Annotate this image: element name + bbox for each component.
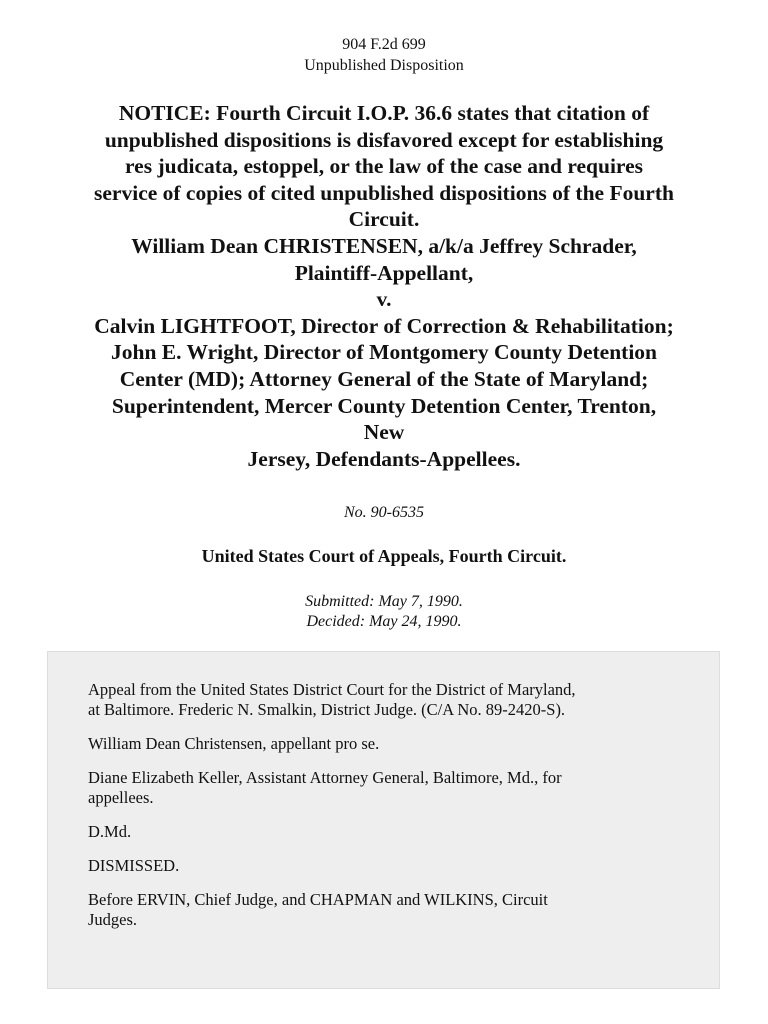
appeal-line: at Baltimore. Frederic N. Smalkin, District Judge. (C/A No. 89-2420-S). [88,700,566,719]
disposition-line: DISMISSED. [88,856,180,875]
case-details-panel [47,651,720,989]
caption-line: Calvin LIGHTFOOT, Director of Correction & Rehabilitation; [94,313,674,338]
case-details-text [88,680,688,944]
origin-line: D.Md. [88,822,132,841]
caption-line: NOTICE: Fourth Circuit I.O.P. 36.6 states that citation of [118,101,650,125]
appellee-counsel-line: Diane Elizabeth Keller, Assistant Attorney General, Baltimore, Md., for [88,768,562,787]
appellee-counsel-paragraph [88,768,688,808]
submitted-date: Submitted: May 7, 1990. [305,593,463,610]
citation-header [0,34,768,76]
caption-line: John E. Wright, Director of Montgomery County Detention [110,340,658,365]
caption-line: v. [376,287,392,312]
caption-line: Circuit. [348,207,420,232]
appellant-counsel-paragraph [88,734,688,754]
caption-line: Center (MD); Attorney General of the State of Maryland; [119,366,649,391]
appeal-line: Appeal from the United States District Court for the District of Maryland, [88,680,576,699]
caption-line: res judicata, estoppel, or the law of the case and requires [125,154,643,179]
appellant-counsel-line: William Dean Christensen, appellant pro se. [88,734,380,753]
disposition-type: Unpublished Disposition [304,57,464,74]
court-name: United States Court of Appeals, Fourth Circuit. [201,546,567,566]
caption-line: Superintendent, Mercer County Detention Center, Trenton, [111,393,657,418]
appeal-paragraph [88,680,688,720]
reporter-citation: 904 F.2d 699 [342,36,426,53]
appellee-counsel-line: appellees. [88,788,154,807]
origin-paragraph [88,822,688,842]
case-caption [40,100,728,472]
decided-date: Decided: May 24, 1990. [306,613,462,630]
bench-line: Before ERVIN, Chief Judge, and CHAPMAN and WILKINS, Circuit [88,890,548,909]
caption-line: Jersey, Defendants-Appellees. [247,446,521,471]
disposition-paragraph [88,856,688,876]
bench-line: Judges. [88,910,138,929]
bench-paragraph [88,890,688,930]
docket-number: No. 90-6535 [344,504,424,521]
caption-line: New [363,420,405,445]
caption-line: William Dean CHRISTENSEN, a/k/a Jeffrey Schrader, [131,233,637,258]
caption-line: Plaintiff-Appellant, [294,260,474,285]
caption-line: service of copies of cited unpublished dispositions of the Fourth [94,180,674,205]
decision-dates [0,592,768,632]
caption-line: unpublished dispositions is disfavored except for establishing [104,127,664,152]
